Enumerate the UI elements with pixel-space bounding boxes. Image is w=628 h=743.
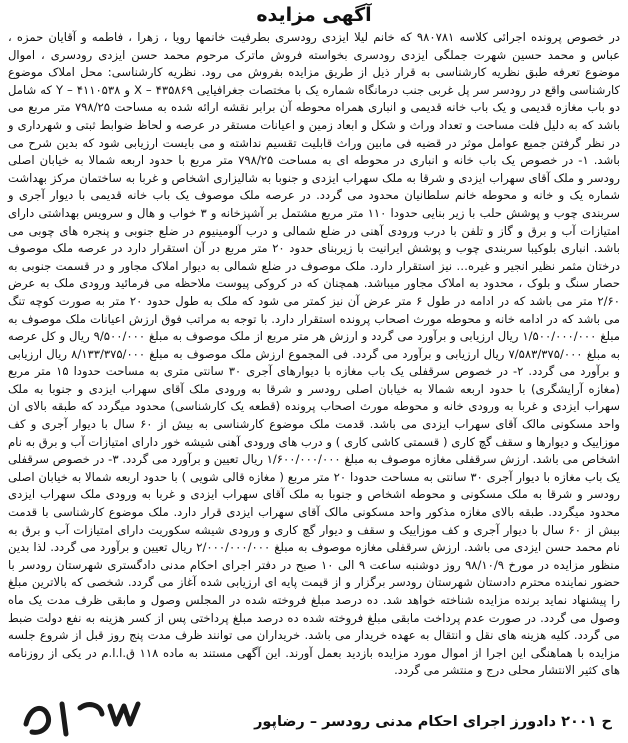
- notice-body: در خصوص پرونده اجرائی کلاسه ۹۸۰۷۸۱ که خانم لیلا ایزدی رودسری بطرفیت خانمها رویا ، زهرا ، فاطمه و آقایان حمزه ، عباس و محمد حسین شهرت جملگی ایزدی رودسری بخواسته فروش ماترک مرحوم محمد حسن ایزدی رودسری ، اموال موضوع تعرفه طبق نظریه کارشناسی به قرار ذیل از طریق مزایده بفروش می رود. نظریه کارشناسی: محل املاک موضوع کارشناسی واقع در رودسر سر پل غربی جنب درمانگاه شماره یک با مختصات جغرافیایی X – ۴۳۵۸۶۹ و Y – ۴۱۱۰۵۳۸ که شامل دو باب مغازه قدیمی و یک باب خانه قدیمی و انباری همراه محوطه آن برابر نقشه ارائه شده به مساحت ۷۹۸/۲۵ متر مربع می باشد که به دلیل فلت مساحت و تعداد وراث و شکل و ابعاد زمین و اعیانات مستقر در عرصه و لحاظ ضوابط ثبتی و شهرداری و در نظر گرفتن جمیع عوامل موثر در قضیه فی مابین وراث قابلیت تقسیم نداشته و می بایست ارزیابی شود که بدین شرح می باشد. ۱- در خصوص یک باب خانه و انباری در محوطه ای به مساحت ۷۹۸/۲۵ متر مربع با حدود اربعه شمالا به خیابان اصلی رودسر و ملک آقای سهراب ایزدی و شرقا به ملک سهراب ایزدی و جنوبا به شالیزاری اشخاص و غربا به ساختمان مرکز بهداشت شماره یک و خانه و محوطه خانم سلطانیان محدود می گردد. در عرصه ملک موصوف یک باب خانه قدیمی با دیوار آجری و سربندی چوب و پوشش حلب با زیر بنایی حدودا ۱۱۰ متر مربع مشتمل بر آشپزخانه و ۳ خواب و هال و سرویس بهداشتی دارای امتیازات آب و برق و گاز و تلفن با درب ورودی آهنی در ضلع شمالی و درب آلومینیوم در ضلع جنوبی و پنجره های چوبی می باشد. انباری بلوکیبا سربندی چوب و پوشش ایرانیت با زیربنای حدود ۲۰ متر مربع در آن استقرار دارد در عرصه ملک موصوف درختان مثمر نظیر انجیر و غیره… نیز استقرار دارد. ملک موصوف در ضلع شمالی به دیوار املاک مجاور و در قسمت جنوبی به حصار سنگ و بلوک ، محدود به املاک مجاور میباشد. همچنان که در کروکی پیوست ملاحظه می فرمائید ورودی ملک به عرض ۲/۶۰ متر می باشد که در ادامه در طول ۶ متر عرض آن نیز کمتر می شود که ملک به طول حدود ۲۰ متر به صورت کوچه تنگ می باشد که در ادامه خانه و محوطه مورث اصحاب پرونده استقرار دارد. با توجه به مراتب فوق ارزش اعیانات ملک موصوف به مبلغ ۱/۵۰۰/۰۰۰/۰۰۰ ریال ارزیابی و برآورد می گردد و ارزش هر متر مربع از ملک موصوف به مبلغ ۹/۵۰۰/۰۰۰ ریال و کل عرصه به مبلغ ۷/۵۸۳/۳۷۵/۰۰۰ ریال ارزیابی و برآورد می گردد. فی المجموع ارزش ملک موصوف به مبلغ ۸/۱۳۳/۳۷۵/۰۰۰ ریال ارزیابی و برآورد می گردد. ۲- در خصوص سرقفلی یک باب مغازه با دیوارهای آجری ۳۰ سانتی متری به مساحت حدودا ۱۵ متر مربع (مغازه آرایشگری) با حدود اربعه شمالا به خیابان اصلی رودسر و شرقا به ورودی ملک آقای سهراب ایزدی و جنوبا به ملک سهراب ایزدی و غربا به ورودی خانه و محوطه مورث اصحاب پرونده (قطعه یک کارشناسی) محدود میگردد که طبقه بالای ان واحد مسکونی مالک آقای سهراب ایزدی می باشد. قدمت ملک موضوع کارشناسی به بیش از ۶۰ سال با دیوار آجری و کف موزاییک و دیوارها و سقف گچ کاری ( قسمتی کاشی کاری ) و درب های ورودی آهنی شیشه خور دارای امتیازات آب و برق به نام اشخاص می باشد. ارزش سرقفلی مغازه موصوف به مبلغ ۱/۶۰۰/۰۰۰/۰۰۰ ریال تعیین و برآورد می گردد. ۳- در خصوص سرقفلی یک باب مغازه با دیوار آجری ۳۰ سانتی به مساحت حدودا ۲۰ متر مربع ( مغازه قالی شویی ) با حدود اربعه شمالا به خیابان اصلی رودسر و شرقا به ملک مسکونی و محوطه اشخاص و جنوبا به ملک آقای سهراب ایزدی و غربا به ورودی ملک سهراب ایزدی محدود میگردد. طبقه بالای مغازه مذکور واحد مسکونی مالک آقای سهراب ایزدی قرار دارد. ملک موضوع کارشناسی با قدمت بیش از ۶۰ سال با دیوار آجری و کف موزاییک و سقف و دیوار گچ کاری و ورودی شیشه سکوریت دارای امتیازات آب و برق به نام محمد حسن ایزدی می باشد. ارزش سرقفلی مغازه موصوف به مبلغ ۲/۰۰۰/۰۰۰/۰۰۰ ریال تعیین و برآورد می گردد. لذا بدین منظور مزایده در مورخ ۹۸/۱۰/۹ روز دوشنبه ساعت ۹ الی ۱۰ صبح در دفتر اجرای احکام مدنی دادگستری شهرستان رودسر با حضور نماینده محترم دادستان شهرستان رودسر برگزار و از قیمت پایه ای ارزیابی شده آغاز می گردد. شخصی که بالاترین مبلغ را پیشنهاد نماید برنده مزایده شناخته خواهد شد. ده درصد مبلغ فروخته شده در المجلس وصول و مابقی ظرف مدت یک ماه وصول می گردد. در صورت عدم پرداخت مابقی مبلغ فروخته شده ده درصد مبلغ پرداختی پس از کسر هزینه به نفع دولت ضبط می گردد. کلیه هزینه های نقل و انتقال به عهده خریدار می باشد. خریداران می توانند ظرف مدت پنج روز قبل از شروع جلسه مزایده با هماهنگی این اجرا از اموال مورد مزایده بازدید بعمل آورند. این آگهی مستند به ماده ۱۱۸ ق.ا.ا.م در یکی از روزنامه های کثیر الانتشار محلی درج و منتشر می گردد.: [8, 30, 621, 678]
- handwritten-number-stamp: [18, 694, 148, 740]
- signature-line: ح ۲۰۰۱ دادورز اجرای احکام مدنی رودسر – رضاپور: [254, 714, 612, 730]
- notice-footer: [8, 708, 620, 738]
- notice-title: آگهی مزایده: [256, 4, 372, 26]
